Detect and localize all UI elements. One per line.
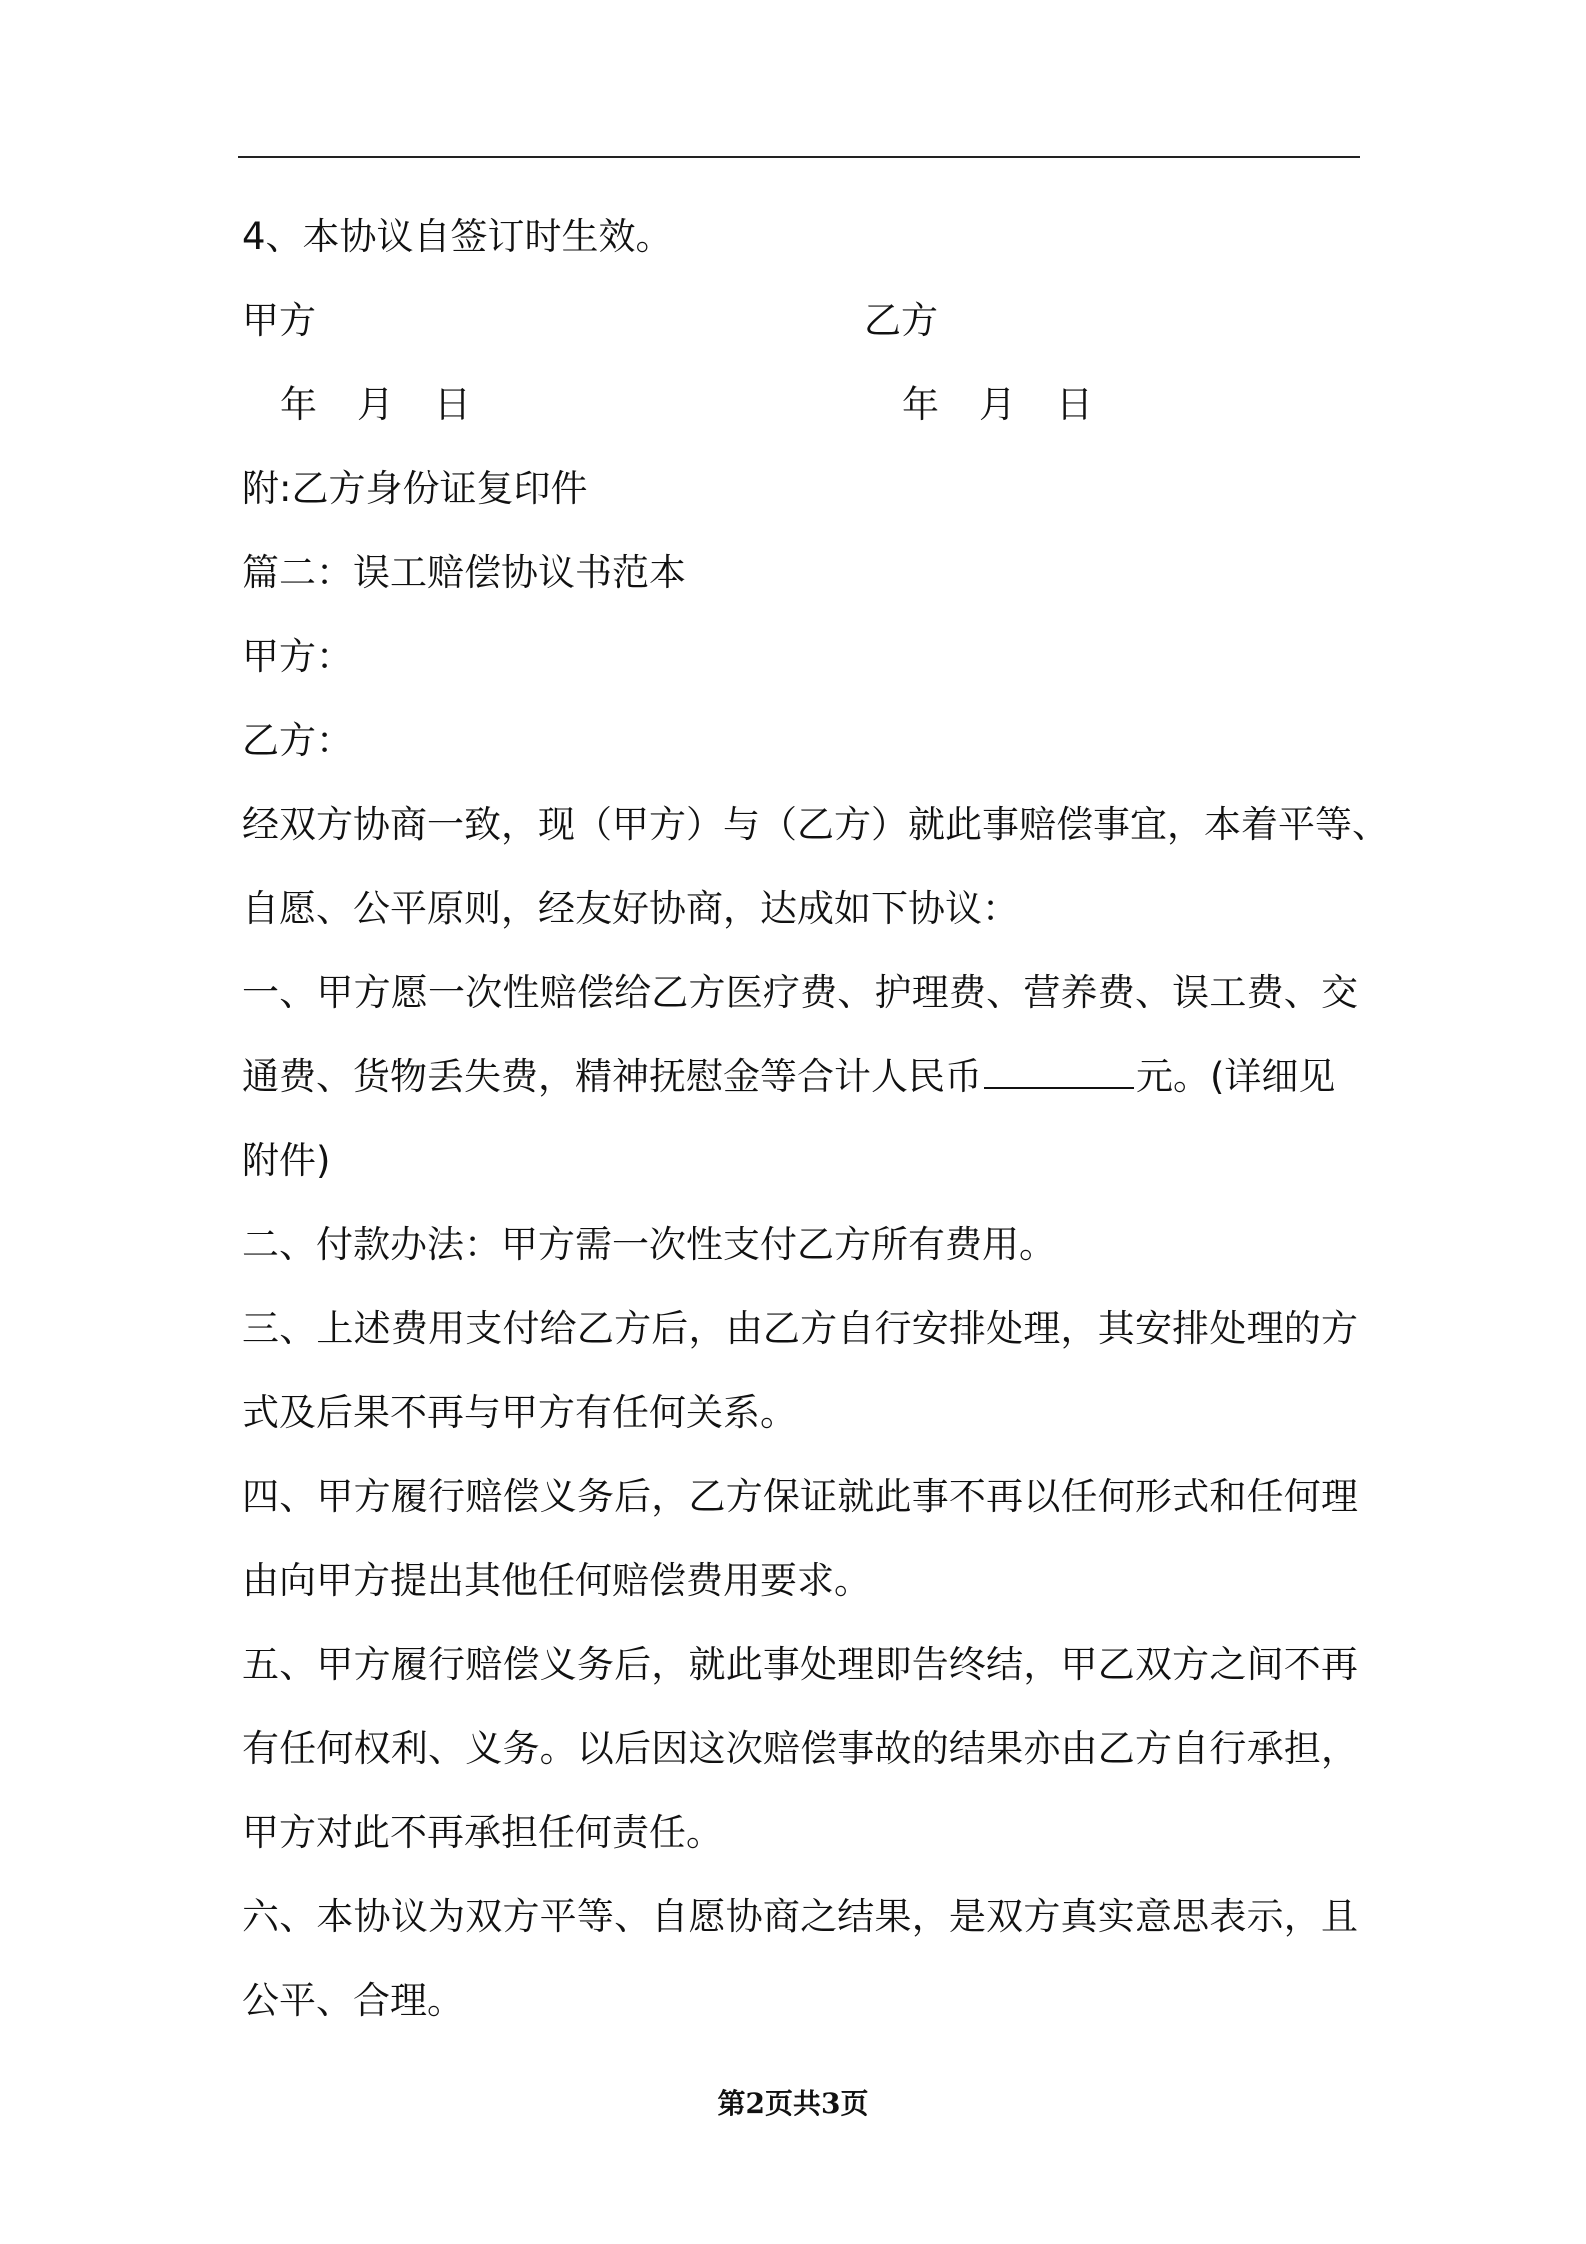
attachment-note: 附:乙方身份证复印件 [242,467,588,510]
date-year: 年 [902,383,939,426]
signature-parties-row [242,279,1358,363]
intro-paragraph-line: 自愿、公平原则，经友好协商，达成如下协议： [242,887,1019,930]
party-b-field: 乙方： [242,719,353,762]
date-day: 日 [1056,383,1093,426]
party-b-label: 乙方 [864,299,938,342]
clause-item-1-line: 附件) [242,1139,331,1182]
clause-item-1-text: 通费、货物丢失费，精神抚慰金等合计人民币 [242,1055,982,1098]
page-footer [0,2084,1586,2124]
clause-item-1-line: 一、甲方愿一次性赔偿给乙方医疗费、护理费、营养费、误工费、交 [242,971,1358,1014]
clause-item-1-text: 元。(详细见 [1136,1055,1336,1098]
header-rule [238,156,1360,158]
party-a-field: 甲方： [242,635,353,678]
clause-item-3-line: 三、上述费用支付给乙方后，由乙方自行安排处理，其安排处理的方 [242,1307,1358,1350]
party-a-date [280,363,471,447]
clause-item-6-line: 公平、合理。 [242,1979,464,2022]
date-year: 年 [280,383,317,426]
clause-item-5-line: 有任何权利、义务。以后因这次赔偿事故的结果亦由乙方自行承担， [242,1727,1358,1770]
date-month: 月 [357,383,394,426]
page-indicator: 第2页共3页 [717,2087,869,2120]
clause-item-2: 二、付款办法：甲方需一次性支付乙方所有费用。 [242,1223,1056,1266]
clause-item-6-line: 六、本协议为双方平等、自愿协商之结果，是双方真实意思表示，且 [242,1895,1358,1938]
party-a-label: 甲方 [242,299,316,342]
amount-blank-field [984,1086,1134,1089]
clause-item-3-line: 式及后果不再与甲方有任何关系。 [242,1391,797,1434]
clause-item-4-line: 四、甲方履行赔偿义务后，乙方保证就此事不再以任何形式和任何理 [242,1475,1358,1518]
document-body [242,195,1389,2043]
party-b-date [902,363,1093,447]
clause-item-5-line: 五、甲方履行赔偿义务后，就此事处理即告终结，甲乙双方之间不再 [242,1643,1358,1686]
clause-4: 4、本协议自签订时生效。 [242,215,673,258]
clause-item-5-line: 甲方对此不再承担任何责任。 [242,1811,723,1854]
signature-dates-row [242,363,1358,447]
section-title: 篇二：误工赔偿协议书范本 [242,551,686,594]
date-day: 日 [434,383,471,426]
clause-item-1-line [242,1035,1358,1119]
intro-paragraph-line: 经双方协商一致，现（甲方）与（乙方）就此事赔偿事宜，本着平等、 [242,803,1389,846]
date-month: 月 [979,383,1016,426]
clause-item-4-line: 由向甲方提出其他任何赔偿费用要求。 [242,1559,871,1602]
